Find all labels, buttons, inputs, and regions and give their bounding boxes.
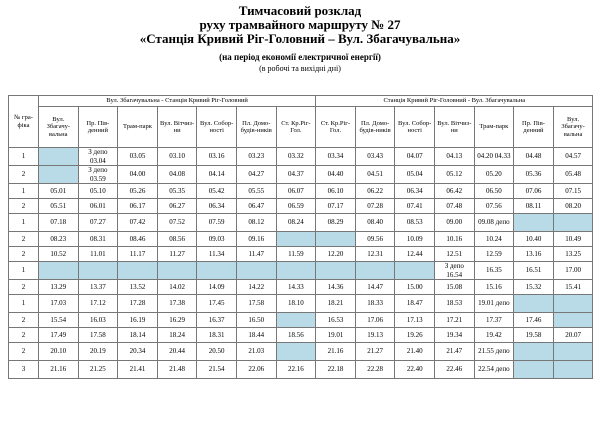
time-cell: 08.56	[157, 232, 197, 247]
time-cell: 18.10	[276, 295, 316, 313]
time-cell: 08.46	[118, 232, 158, 247]
time-cell: 20.44	[157, 343, 197, 361]
time-cell: 03.23	[236, 148, 276, 166]
time-cell: 21.41	[118, 361, 158, 379]
time-cell: 08.31	[78, 232, 118, 247]
column-header: Трам-парк	[118, 107, 158, 148]
time-cell: 22.06	[236, 361, 276, 379]
time-cell: 17.03	[39, 295, 79, 313]
time-cell: 14.22	[236, 280, 276, 295]
time-cell: 06.34	[197, 199, 237, 214]
time-cell: 10.52	[39, 247, 79, 262]
time-cell	[236, 262, 276, 280]
time-cell: 20.34	[118, 343, 158, 361]
time-cell: 17.06	[355, 313, 395, 328]
time-cell: 16.35	[474, 262, 514, 280]
time-cell	[553, 313, 593, 328]
time-cell: 22.46	[434, 361, 474, 379]
table-row	[9, 361, 593, 379]
time-cell: 16.03	[78, 313, 118, 328]
time-cell: З депо 03.04	[78, 148, 118, 166]
time-cell: 17.49	[39, 328, 79, 343]
time-cell: 21.16	[39, 361, 79, 379]
time-cell: 05.10	[78, 184, 118, 199]
table-row	[9, 247, 593, 262]
table-row	[9, 280, 593, 295]
time-cell: 08.40	[355, 214, 395, 232]
table-row	[9, 199, 593, 214]
time-cell: 13.37	[78, 280, 118, 295]
column-header: Вул. Собор-ності	[395, 107, 435, 148]
time-cell: 20.50	[197, 343, 237, 361]
table-row	[9, 148, 593, 166]
time-cell: 21.48	[157, 361, 197, 379]
schedule-number-cell: 2	[9, 166, 39, 184]
time-cell: 13.52	[118, 280, 158, 295]
time-cell: 08.23	[39, 232, 79, 247]
time-cell: 07.52	[157, 214, 197, 232]
time-cell: 07.48	[434, 199, 474, 214]
time-cell: 09.00	[434, 214, 474, 232]
title-line-5: (в робочі та вихідні дні)	[259, 64, 341, 73]
time-cell: 22.40	[395, 361, 435, 379]
time-cell	[316, 262, 356, 280]
column-header: Вул. Збагачу-вальна	[553, 107, 593, 148]
schedule-number-cell: 2	[9, 343, 39, 361]
time-cell: 04.13	[434, 148, 474, 166]
column-header: Ст. Кр.Ріг-Гол.	[276, 107, 316, 148]
time-cell: 07.18	[39, 214, 79, 232]
time-cell: 22.18	[316, 361, 356, 379]
time-cell: 19.01 депо	[474, 295, 514, 313]
time-cell: 07.27	[78, 214, 118, 232]
timetable	[8, 95, 593, 379]
time-cell	[39, 166, 79, 184]
time-cell	[276, 232, 316, 247]
schedule-number-cell: 1	[9, 214, 39, 232]
time-cell: 17.38	[157, 295, 197, 313]
table-row	[9, 232, 593, 247]
time-cell: З депо 03.59	[78, 166, 118, 184]
time-cell: 11.01	[78, 247, 118, 262]
table-row	[9, 328, 593, 343]
time-cell: 08.20	[553, 199, 593, 214]
time-cell: 17.58	[78, 328, 118, 343]
time-cell: 18.44	[236, 328, 276, 343]
time-cell: 05.26	[118, 184, 158, 199]
column-header: Ст. Кр.Ріг-Гол.	[316, 107, 356, 148]
time-cell: 17.58	[236, 295, 276, 313]
time-cell: 05.35	[157, 184, 197, 199]
time-cell: 03.05	[118, 148, 158, 166]
schedule-number-cell: 1	[9, 295, 39, 313]
time-cell: 05.36	[514, 166, 554, 184]
time-cell: 11.27	[157, 247, 197, 262]
time-cell: 16.53	[316, 313, 356, 328]
time-cell: 09.16	[236, 232, 276, 247]
time-cell: 16.29	[157, 313, 197, 328]
time-cell: 03.34	[316, 148, 356, 166]
time-cell: 14.36	[316, 280, 356, 295]
timetable-body	[9, 148, 593, 379]
schedule-number-cell: 2	[9, 247, 39, 262]
time-cell: 19.26	[395, 328, 435, 343]
time-cell: 06.34	[395, 184, 435, 199]
time-cell: 05.51	[39, 199, 79, 214]
table-row	[9, 184, 593, 199]
time-cell: 07.06	[514, 184, 554, 199]
schedule-number-cell: 1	[9, 184, 39, 199]
time-cell: 18.47	[395, 295, 435, 313]
time-cell: 19.42	[474, 328, 514, 343]
time-cell	[553, 295, 593, 313]
time-cell: 04.48	[514, 148, 554, 166]
time-cell: 09.56	[355, 232, 395, 247]
time-cell	[157, 262, 197, 280]
time-cell	[553, 361, 593, 379]
column-header: Трам-парк	[474, 107, 514, 148]
time-cell: 19.13	[355, 328, 395, 343]
time-cell: 10.24	[474, 232, 514, 247]
time-cell: 21.16	[316, 343, 356, 361]
time-cell: 18.53	[434, 295, 474, 313]
time-cell: 18.31	[197, 328, 237, 343]
column-header: Вул. Вітчиз-ни	[157, 107, 197, 148]
time-cell: 18.14	[118, 328, 158, 343]
time-cell: 14.47	[355, 280, 395, 295]
column-header: Пр. Пів-денний	[78, 107, 118, 148]
time-cell: 05.48	[553, 166, 593, 184]
time-cell: З депо 16.54	[434, 262, 474, 280]
time-cell: 04.57	[553, 148, 593, 166]
time-cell: 12.31	[355, 247, 395, 262]
time-cell: 10.16	[434, 232, 474, 247]
time-cell: 21.27	[355, 343, 395, 361]
time-cell: 07.17	[316, 199, 356, 214]
time-cell: 04.51	[355, 166, 395, 184]
time-cell: 08.11	[514, 199, 554, 214]
time-cell: 16.37	[197, 313, 237, 328]
time-cell: 07.41	[395, 199, 435, 214]
time-cell: 20.19	[78, 343, 118, 361]
time-cell: 17.28	[118, 295, 158, 313]
time-cell: 21.54	[197, 361, 237, 379]
time-cell: 08.29	[316, 214, 356, 232]
time-cell: 15.08	[434, 280, 474, 295]
time-cell: 12.51	[434, 247, 474, 262]
time-cell	[39, 262, 79, 280]
schedule-number-cell: 2	[9, 232, 39, 247]
time-cell: 15.16	[474, 280, 514, 295]
time-cell: 10.09	[395, 232, 435, 247]
table-row	[9, 214, 593, 232]
time-cell	[395, 262, 435, 280]
time-cell: 06.10	[316, 184, 356, 199]
time-cell: 03.16	[197, 148, 237, 166]
time-cell: 06.07	[276, 184, 316, 199]
time-cell	[553, 343, 593, 361]
time-cell	[316, 232, 356, 247]
time-cell: 04.27	[236, 166, 276, 184]
schedule-number-cell: 1	[9, 262, 39, 280]
time-cell: 04.20 04.33	[474, 148, 514, 166]
time-cell	[514, 214, 554, 232]
column-header: Вул. Вітчиз-ни	[434, 107, 474, 148]
time-cell: 05.42	[197, 184, 237, 199]
time-cell: 03.43	[355, 148, 395, 166]
time-cell	[276, 313, 316, 328]
time-cell: 12.44	[395, 247, 435, 262]
time-cell: 07.42	[118, 214, 158, 232]
time-cell: 06.27	[157, 199, 197, 214]
time-cell: 15.00	[395, 280, 435, 295]
time-cell: 21.40	[395, 343, 435, 361]
time-cell	[276, 343, 316, 361]
column-header: Пл. Домо-будів-ників	[355, 107, 395, 148]
time-cell	[553, 214, 593, 232]
time-cell: 17.37	[474, 313, 514, 328]
time-cell: 09.03	[197, 232, 237, 247]
time-cell: 04.07	[395, 148, 435, 166]
time-cell: 05.55	[236, 184, 276, 199]
column-header-row	[9, 107, 593, 148]
time-cell: 13.16	[514, 247, 554, 262]
time-cell: 07.59	[197, 214, 237, 232]
time-cell: 18.21	[316, 295, 356, 313]
time-cell: 06.59	[276, 199, 316, 214]
table-row	[9, 262, 593, 280]
time-cell: 08.12	[236, 214, 276, 232]
time-cell: 05.20	[474, 166, 514, 184]
time-cell: 05.12	[434, 166, 474, 184]
time-cell: 04.00	[118, 166, 158, 184]
time-cell: 11.34	[197, 247, 237, 262]
time-cell: 16.51	[514, 262, 554, 280]
time-cell: 19.34	[434, 328, 474, 343]
time-cell: 15.41	[553, 280, 593, 295]
time-cell: 04.40	[316, 166, 356, 184]
time-cell	[514, 343, 554, 361]
time-cell: 03.32	[276, 148, 316, 166]
time-cell: 07.15	[553, 184, 593, 199]
time-cell: 22.16	[276, 361, 316, 379]
time-cell: 17.45	[197, 295, 237, 313]
time-cell: 11.17	[118, 247, 158, 262]
schedule-number-cell: 3	[9, 361, 39, 379]
schedule-number-cell: 2	[9, 280, 39, 295]
time-cell	[118, 262, 158, 280]
title-line-3: «Станція Кривий Ріг-Головний – Вул. Збагачувальна»	[139, 31, 461, 46]
time-cell: 18.33	[355, 295, 395, 313]
time-cell: 17.46	[514, 313, 554, 328]
time-cell: 22.54 депо	[474, 361, 514, 379]
schedule-number-cell: 1	[9, 148, 39, 166]
time-cell: 06.01	[78, 199, 118, 214]
time-cell: 14.09	[197, 280, 237, 295]
time-cell: 10.40	[514, 232, 554, 247]
table-row	[9, 295, 593, 313]
time-cell: 18.24	[157, 328, 197, 343]
schedule-number-cell: 2	[9, 313, 39, 328]
time-cell: 03.10	[157, 148, 197, 166]
time-cell: 17.00	[553, 262, 593, 280]
time-cell: 10.49	[553, 232, 593, 247]
time-cell: 20.07	[553, 328, 593, 343]
schedule-number-cell: 2	[9, 328, 39, 343]
time-cell: 13.25	[553, 247, 593, 262]
title-line-1: Тимчасовий розклад	[238, 3, 362, 18]
time-cell: 04.14	[197, 166, 237, 184]
schedule-number-cell: 2	[9, 199, 39, 214]
title-line-2: руху трамвайного маршруту № 27	[199, 17, 401, 32]
time-cell: 18.56	[276, 328, 316, 343]
column-header: Пр. Пів-денний	[514, 107, 554, 148]
time-cell: 09.08 депо	[474, 214, 514, 232]
column-header: Вул. Собор-ності	[197, 107, 237, 148]
time-cell: 06.42	[434, 184, 474, 199]
table-row	[9, 313, 593, 328]
column-header: Вул. Збагачу-вальна	[39, 107, 79, 148]
time-cell: 14.02	[157, 280, 197, 295]
time-cell: 15.54	[39, 313, 79, 328]
time-cell: 13.29	[39, 280, 79, 295]
time-cell: 21.55 депо	[474, 343, 514, 361]
time-cell: 12.59	[474, 247, 514, 262]
time-cell	[39, 148, 79, 166]
time-cell: 22.28	[355, 361, 395, 379]
time-cell: 11.59	[276, 247, 316, 262]
time-cell: 04.37	[276, 166, 316, 184]
time-cell: 08.53	[395, 214, 435, 232]
section-header-to-station: Вул. Збагачувальна - Станція Кривий Ріг-Головний	[39, 96, 316, 107]
column-header: Пл. Домо-будів-ників	[236, 107, 276, 148]
time-cell: 06.22	[355, 184, 395, 199]
time-cell: 21.03	[236, 343, 276, 361]
time-cell: 06.50	[474, 184, 514, 199]
time-cell: 04.08	[157, 166, 197, 184]
time-cell: 16.19	[118, 313, 158, 328]
time-cell: 11.47	[236, 247, 276, 262]
time-cell: 19.01	[316, 328, 356, 343]
time-cell: 12.20	[316, 247, 356, 262]
time-cell: 21.47	[434, 343, 474, 361]
time-cell	[276, 262, 316, 280]
time-cell: 14.33	[276, 280, 316, 295]
time-cell	[514, 295, 554, 313]
time-cell	[197, 262, 237, 280]
time-cell: 17.21	[434, 313, 474, 328]
time-cell: 19.58	[514, 328, 554, 343]
schedule-number-header: № гра-фіка	[9, 96, 39, 148]
time-cell: 17.13	[395, 313, 435, 328]
time-cell: 20.10	[39, 343, 79, 361]
time-cell: 17.12	[78, 295, 118, 313]
title-line-4: (на період економії електричної енергії)	[219, 52, 381, 62]
time-cell: 07.56	[474, 199, 514, 214]
time-cell: 06.47	[236, 199, 276, 214]
table-row	[9, 166, 593, 184]
time-cell	[514, 361, 554, 379]
time-cell: 05.01	[39, 184, 79, 199]
time-cell: 16.50	[236, 313, 276, 328]
time-cell: 15.32	[514, 280, 554, 295]
time-cell: 08.24	[276, 214, 316, 232]
time-cell: 21.25	[78, 361, 118, 379]
time-cell	[78, 262, 118, 280]
time-cell	[355, 262, 395, 280]
time-cell: 07.28	[355, 199, 395, 214]
time-cell: 06.17	[118, 199, 158, 214]
table-row	[9, 343, 593, 361]
section-header-to-street: Станція Кривий Ріг-Головний - Вул. Збагачувальна	[316, 96, 593, 107]
time-cell: 05.04	[395, 166, 435, 184]
